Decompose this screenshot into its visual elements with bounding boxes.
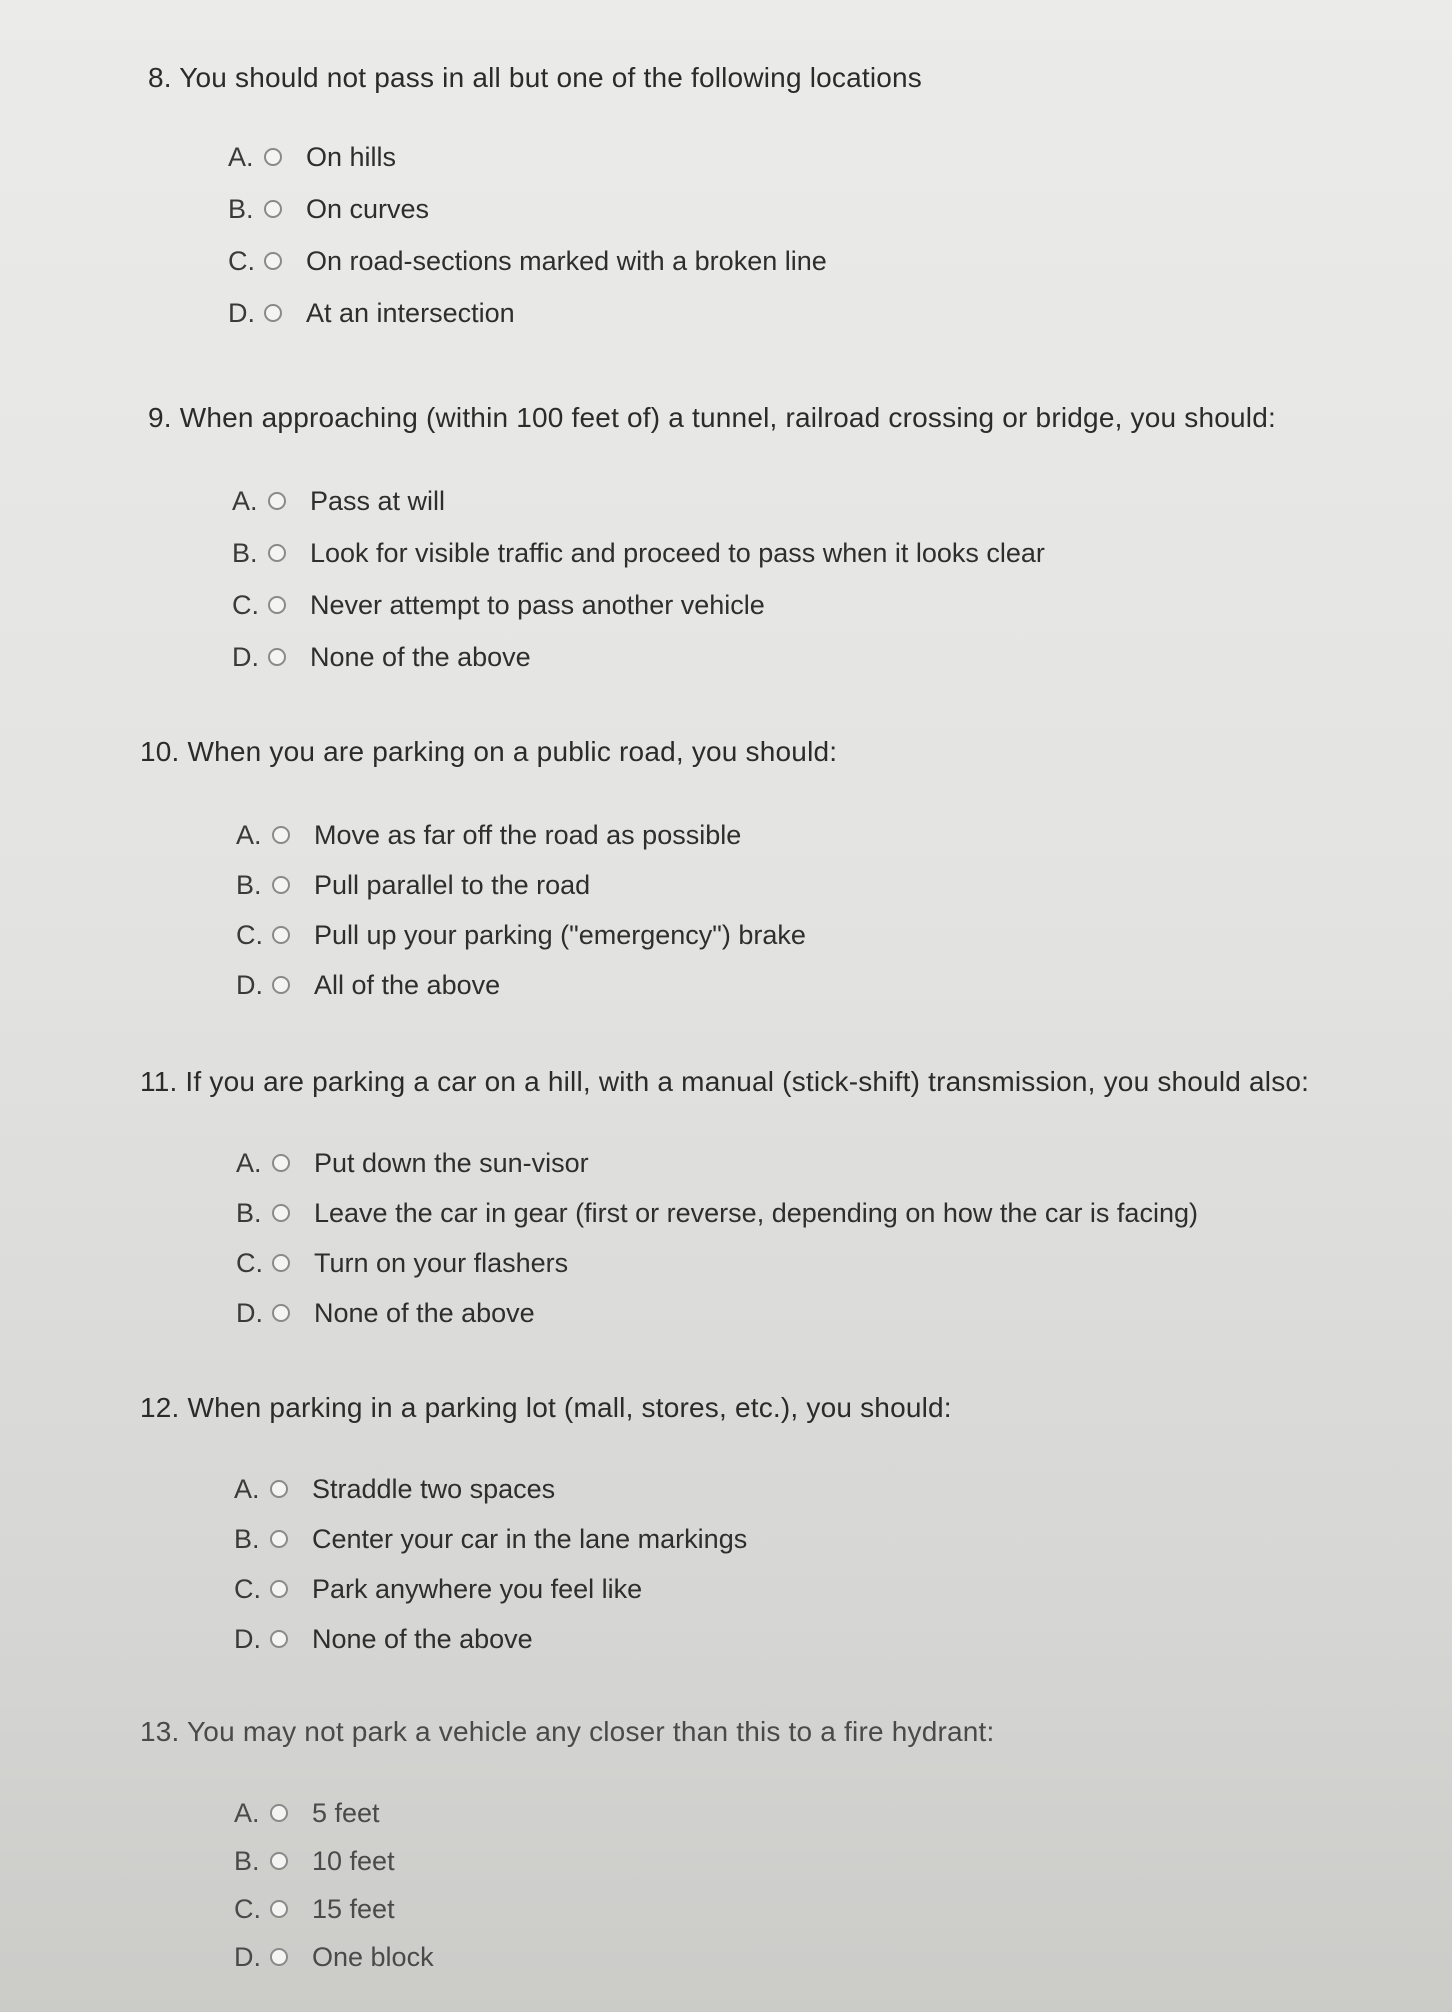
radio-button[interactable] [268, 544, 286, 562]
question-text: 8. You should not pass in all but one of the following locations [148, 62, 923, 93]
option-letter: D. [234, 1941, 261, 1972]
option-label: Pass at will [310, 485, 446, 516]
option-letter: A. [234, 1473, 260, 1504]
option-a[interactable] [228, 140, 396, 174]
option-c[interactable] [236, 1246, 568, 1280]
radio-button[interactable] [270, 1900, 288, 1918]
option-label: All of the above [314, 969, 501, 1000]
option-label: Pull up your parking ("emergency") brake [314, 919, 806, 950]
option-a[interactable] [236, 1146, 589, 1180]
radio-button[interactable] [272, 1204, 290, 1222]
radio-button[interactable] [272, 1254, 290, 1272]
question-text: 12. When parking in a parking lot (mall, stores, etc.), you should: [140, 1392, 952, 1423]
radio-button[interactable] [270, 1804, 288, 1822]
option-label: Park anywhere you feel like [312, 1573, 643, 1604]
option-letter: A. [236, 819, 262, 850]
radio-button[interactable] [264, 304, 282, 322]
radio-button[interactable] [268, 492, 286, 510]
option-letter: B. [236, 1197, 262, 1228]
option-label: Straddle two spaces [312, 1473, 556, 1504]
option-b[interactable] [236, 1196, 1198, 1230]
option-a[interactable] [232, 484, 445, 518]
option-c[interactable] [234, 1572, 642, 1606]
option-d[interactable] [236, 1296, 535, 1330]
option-letter: B. [234, 1523, 260, 1554]
option-d[interactable] [234, 1940, 434, 1974]
radio-button[interactable] [264, 148, 282, 166]
option-b[interactable] [232, 536, 1045, 570]
question-text: 13. You may not park a vehicle any closer than this to a fire hydrant: [140, 1716, 995, 1747]
option-d[interactable] [228, 296, 515, 330]
option-label: Put down the sun-visor [314, 1147, 589, 1178]
option-letter: D. [236, 1297, 263, 1328]
option-label: Move as far off the road as possible [314, 819, 742, 850]
option-b[interactable] [234, 1522, 747, 1556]
question-text: 9. When approaching (within 100 feet of) a tunnel, railroad crossing or bridge, you should: [148, 402, 1276, 433]
option-d[interactable] [234, 1622, 533, 1656]
radio-button[interactable] [264, 200, 282, 218]
radio-button[interactable] [272, 1304, 290, 1322]
option-letter: D. [232, 641, 259, 672]
option-b[interactable] [228, 192, 429, 226]
option-letter: B. [232, 537, 258, 568]
option-label: 15 feet [312, 1893, 395, 1924]
radio-button[interactable] [270, 1480, 288, 1498]
option-label: Never attempt to pass another vehicle [310, 589, 765, 620]
option-letter: C. [234, 1573, 261, 1604]
option-letter: B. [236, 869, 262, 900]
option-label: 10 feet [312, 1845, 395, 1876]
option-a[interactable] [234, 1796, 380, 1830]
option-c[interactable] [234, 1892, 395, 1926]
option-label: Turn on your flashers [314, 1247, 569, 1278]
option-label: Leave the car in gear (first or reverse, depending on how the car is facing) [314, 1197, 1198, 1228]
option-letter: C. [228, 245, 255, 276]
question-text: 10. When you are parking on a public road, you should: [140, 736, 838, 767]
option-letter: C. [232, 589, 259, 620]
option-d[interactable] [236, 968, 500, 1002]
option-a[interactable] [234, 1472, 555, 1506]
question-text: 11. If you are parking a car on a hill, with a manual (stick-shift) transmission, you should also: [140, 1066, 1310, 1097]
option-letter: B. [228, 193, 254, 224]
radio-button[interactable] [272, 826, 290, 844]
option-label: One block [312, 1941, 434, 1972]
radio-button[interactable] [270, 1948, 288, 1966]
option-letter: A. [232, 485, 258, 516]
radio-button[interactable] [272, 926, 290, 944]
radio-button[interactable] [270, 1580, 288, 1598]
option-label: None of the above [310, 641, 531, 672]
option-d[interactable] [232, 640, 531, 674]
option-letter: B. [234, 1845, 260, 1876]
option-label: Pull parallel to the road [314, 869, 591, 900]
option-label: None of the above [314, 1297, 535, 1328]
option-letter: C. [234, 1893, 261, 1924]
option-letter: C. [236, 1247, 263, 1278]
option-letter: D. [234, 1623, 261, 1654]
radio-button[interactable] [270, 1530, 288, 1548]
option-b[interactable] [236, 868, 590, 902]
option-c[interactable] [228, 244, 827, 278]
option-c[interactable] [232, 588, 765, 622]
option-letter: D. [236, 969, 263, 1000]
option-letter: A. [234, 1797, 260, 1828]
option-b[interactable] [234, 1844, 395, 1878]
radio-button[interactable] [270, 1852, 288, 1870]
option-letter: A. [236, 1147, 262, 1178]
option-c[interactable] [236, 918, 806, 952]
option-a[interactable] [236, 818, 741, 852]
option-label: On road-sections marked with a broken line [306, 245, 827, 276]
radio-button[interactable] [270, 1630, 288, 1648]
option-label: At an intersection [306, 297, 515, 328]
option-label: On curves [306, 193, 430, 224]
option-label: Center your car in the lane markings [312, 1523, 748, 1554]
radio-button[interactable] [268, 648, 286, 666]
option-letter: A. [228, 141, 254, 172]
radio-button[interactable] [272, 1154, 290, 1172]
option-label: None of the above [312, 1623, 533, 1654]
option-label: 5 feet [312, 1797, 380, 1828]
radio-button[interactable] [272, 876, 290, 894]
radio-button[interactable] [272, 976, 290, 994]
radio-button[interactable] [268, 596, 286, 614]
option-label: On hills [306, 141, 397, 172]
option-letter: D. [228, 297, 255, 328]
option-letter: C. [236, 919, 263, 950]
option-label: Look for visible traffic and proceed to pass when it looks clear [310, 537, 1045, 568]
radio-button[interactable] [264, 252, 282, 270]
